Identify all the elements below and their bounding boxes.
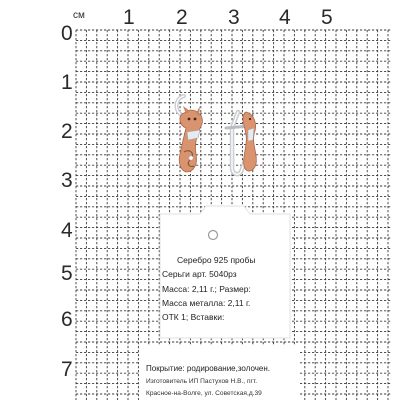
left-cat-eye-2 <box>194 118 197 121</box>
ruler-top-number-2: 2 <box>176 6 188 29</box>
right-cat-silver-panel <box>248 128 254 141</box>
ruler-left-number-7: 7 <box>61 358 73 381</box>
ruler-left-number-3: 3 <box>61 169 73 192</box>
footer-strip <box>140 346 300 400</box>
left-cat-eye-1 <box>188 118 191 121</box>
tag-line-metal-mass: Масса металла: 2,11 г. <box>162 298 251 308</box>
footer-coating: Покрытие: родирование,золочен. <box>146 364 270 373</box>
tag-line-article: Серьги арт. 5040рз <box>162 269 237 279</box>
price-tag <box>160 206 290 338</box>
ruler-left-number-5: 5 <box>61 262 73 285</box>
footer-maker-line2: Красное-на-Волге, ул. Советская,д.39 <box>146 390 262 397</box>
tag-line-otk: ОТК 1; Вставки: <box>162 312 225 322</box>
right-cat-eye <box>249 118 251 120</box>
footer-maker-line1: Изготовитель ИП Пастухов Н.В., пгт. <box>146 378 258 385</box>
ruler-left-number-2: 2 <box>61 120 73 143</box>
ruler-left-number-0: 0 <box>61 22 73 45</box>
left-cat-stone <box>189 156 193 160</box>
tag-title: Серебро 925 пробы <box>177 255 256 265</box>
ruler-top-number-4: 4 <box>279 6 291 29</box>
ruler-top-number-1: 1 <box>123 6 135 29</box>
tag-hole <box>209 231 218 240</box>
ruler-left-number-1: 1 <box>61 71 73 94</box>
ruler-unit-label: см <box>73 10 85 21</box>
ruler-top-number-3: 3 <box>228 6 240 29</box>
ruler-left-number-6: 6 <box>61 308 73 331</box>
ruler-left-number-4: 4 <box>61 219 73 242</box>
tag-line-mass: Масса: 2,11 г.; Размер: <box>162 284 251 294</box>
ruler-top-number-5: 5 <box>321 6 333 29</box>
